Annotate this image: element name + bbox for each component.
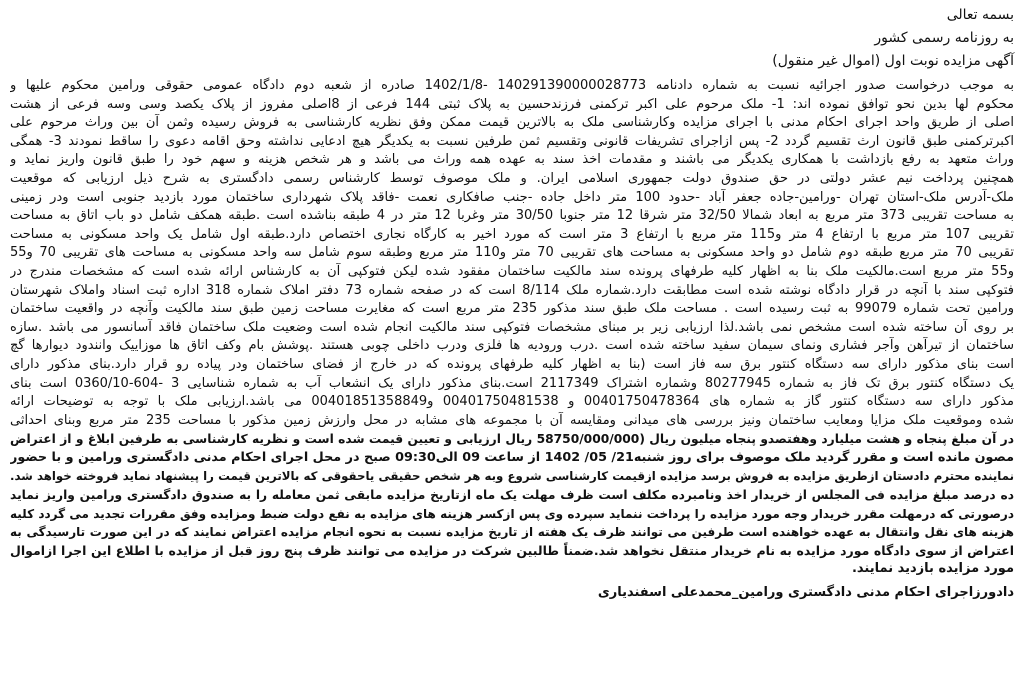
body-line: نماینده محترم دادستان ازطریق مزایده به فروش برسد مزایده ازقیمت کارشناسی شروع وبه هر شخص حقیقی یاحقوقی که بالاترین قیمت را پیشنهاد نماید فروخته خواهد شد. xyxy=(10,469,1014,484)
body-line: به مساحت تقریبی 373 متر مربع به ابعاد شمالا 32/50 متر شرقا 12 متر جنوبا 30/50 متر وغربا 12 متر در 4 طبقه بناشده است .طبقه همکف شامل دو باب اتاق به مساحت xyxy=(10,208,1014,224)
body-line: مذکور دارای سه دستگاه کنتور گاز به شماره های 00401750478364 و 00401750481538 و00401851358849 می باشد.ارزیابی ملک با توجه به توضیحات ارائه xyxy=(10,394,1014,410)
body-line: شده وموقعیت ملک مزایا ومعایب ساختمان ونیز بررسی های میدانی ومقایسه آن با مجموعه های مشابه در محل وارزش زمین مذکور با مساحت 235 متر مربع وبنای احداثی xyxy=(10,412,1014,428)
basmala-heading: بسمه تعالی xyxy=(946,7,1014,23)
newspaper-line: به روزنامه رسمی کشور xyxy=(874,30,1014,46)
body-line: به موجب درخواست صدور اجرائیه نسبت به شماره دادنامه 140291390000028773 -1402/1/8 صادره از شعبه دوم دادگاه عمومی حقوقی ورامین محکوم علیها و xyxy=(10,78,1014,93)
body-line: هزینه های نقل وانتقال به عهده خواهنده است طرفین می توانند ظرف یک هفته از تاریخ مزایده نسبت به نحوه انجام مزایده اعتراض نمایند که در این صورت تارسیدگی به xyxy=(10,525,1014,540)
body-line: تقریبی 107 متر مربع با ارتفاع 4 متر و115 متر مربع با ارتفاع 3 متر است که مورد اخیر به کارگاه نجاری اختصاص دارد.طبقه اول شامل یک واحد مسکونی به مساحت xyxy=(10,226,1014,242)
body-line: ملک-آدرس ملک-استان تهران -ورامین-جاده جعفر آباد -حدود 100 متر داخل جاده -جنب صافکاری نعمت -فاقد پلاک شهرداری ساختمان مورد بازدید جنوبی است ودر زمینی xyxy=(10,189,1014,205)
body-line: اعتراض از سوی دادگاه مورد مزایده به نام خریدار منتقل نخواهد شد.ضمناً طالبین شرکت در مزایده می توانند ظرف پنج روز قبل از مزایده با اطلاع این اجرا ازاموال xyxy=(10,542,1014,558)
body-line: همچنین پرداخت نیم عشر دولتی در حق صندوق دولت جمهوری اسلامی ایران. و ملک موصوف توسط کارشناس رسمی دادگستری به شرح ذیل ارزیابی که موقعیت xyxy=(10,170,1014,186)
signature-line: دادورزاجرای احکام مدنی دادگستری ورامین_محمدعلی اسفندیاری xyxy=(597,585,1014,601)
body-line: تقریبی 70 متر مربع طبقه دوم شامل دو واحد مسکونی به مساحت های تقریبی 70 متر و110 متر مربع وطبقه سوم شامل سه واحد مسکونی به مساحت های تقریبی 70 و55 xyxy=(10,245,1014,261)
notice-document xyxy=(10,4,1014,684)
body-line: وراث متعهد به رفع بازداشت با همکاری یکدیگر می باشند و مقدمات اخذ سند به عهده همه وراث می باشد و هر شخص هزینه و سهم خود را طبق قانون واریز نماید و xyxy=(10,152,1014,168)
body-line: محکوم لها بدین نحو توافق نموده اند: 1- ملک مرحوم علی اکبر ترکمنی فرزندحسین به پلاک ثبتی 144 فرعی از 8اصلی مفروز از پلاک یکصد وسی وسه فرعی از هشت xyxy=(10,96,1014,112)
body-line: ورامین تحت شماره 99079 به ثبت رسیده است . مساحت ملک طبق سند مذکور 235 متر مربع است که مغایرت مساحت زمین طبق سند مالکیت وآنچه در واقعیت ساختمان xyxy=(10,301,1014,317)
body-line: مورد مزایده بازدید نمایند. xyxy=(851,561,1014,577)
body-line: و55 متر مربع است.مالکیت ملک بنا به اظهار کلیه طرفهای پرونده سند مالکیت ساختمان مفقود شده لیکن فتوکپی آن به کارشناس ارائه شده است که مشخصات مندرج در xyxy=(10,263,1014,279)
notice-body xyxy=(10,77,1014,579)
body-line: یک دستگاه کنتور برق تک فاز به شماره 80277945 وشماره اشتراک 2117349 است.بنای مذکور دارای یک انشعاب آب به شماره شناسایی 3 -604-0360/10 است بنای xyxy=(10,375,1014,391)
body-line: اصلی از طریق واحد اجرای احکام مدنی با اجرای مزایده وکارشناسی ملک به بالاترین قیمت ممکن وفق نظریه کارشناسی به فروش رسیده وثمن آن بین وراث مرحوم علی xyxy=(10,115,1014,131)
body-line: ساختمان از تیرآهن وآجر فشاری ونمای سیمان سفید ساخته شده است .درب ورودیه ها فلزی ودرب داخلی چوبی هستند .پوشش بام وکف اتاق ها موزاییک وانندود دیوارها گچ xyxy=(10,338,1014,354)
body-line: ده درصد مبلغ مزایده فی المجلس از خریدار اخذ ونامبرده مکلف است ظرف مهلت یک ماه ازتاریخ مزایده مابقی ثمن معامله را به صندوق دادگستری ورامین واریز نماید xyxy=(10,488,1014,503)
body-line: بر روی آن ساخته شده است مشخص نمی باشد.لذا ارزیابی زیر بر مبنای مشخصات فتوکپی سند مالکیت انجام شده است وضعیت ملک ساختمان فاقد آسانسور می باشد .سازه xyxy=(10,319,1014,335)
body-line: فتوکپی سند با آنچه در قرار دادگاه نوشته شده است مطابقت دارد.شماره ملک 8/114 است که در صفحه شماره 73 دفتر املاک شماره 318 اداره ثبت اسناد واملاک شهرستان xyxy=(10,282,1014,298)
body-line: است بنای مذکور دارای سه دستگاه کنتور برق سه فاز است (بنا به اظهار کلیه طرفهای پرونده که در خارج از فضای ساختمان ودر پیاده رو قرار دارد.بنای مذکور دارای xyxy=(10,356,1014,372)
body-line: درصورتی که درمهلت مقرر خریدار وجه مورد مزایده را پرداخت ننماید سپرده وی پس ازکسر هزینه های مزایده به نفع دولت ضبط ومزایده وفق مقررات تجدید می گردد کلیه xyxy=(10,506,1014,521)
body-line: اکبرترکمنی طبق قانون ارث تقسیم گردد 2- پس ازاجرای تشریفات قانونی وتقسیم ثمن طرفین نسبت به یکدیگر هیچ ادعایی نداشته وحق اقامه دعوی را ساقط نمودند 3- همگی xyxy=(10,133,1014,149)
body-line: مصون مانده است و مقرر گردید ملک موصوف برای روز شنبه21/ 05/ 1402 از ساعت 09 الی09:30 صبح در محل اجرای احکام مدنی دادگستری ورامین و با حضور xyxy=(10,449,1014,465)
body-line: در آن مبلغ پنجاه و هشت میلیارد وهفتصدو پنجاه میلیون ریال (58750/000/000 ریال ارزیابی و تعیین قیمت شده است و نظریه کارشناسی به طرفین ابلاغ و از اعتراض xyxy=(10,432,1014,447)
notice-title: آگهی مزایده نوبت اول (اموال غیر منقول) xyxy=(772,53,1014,69)
